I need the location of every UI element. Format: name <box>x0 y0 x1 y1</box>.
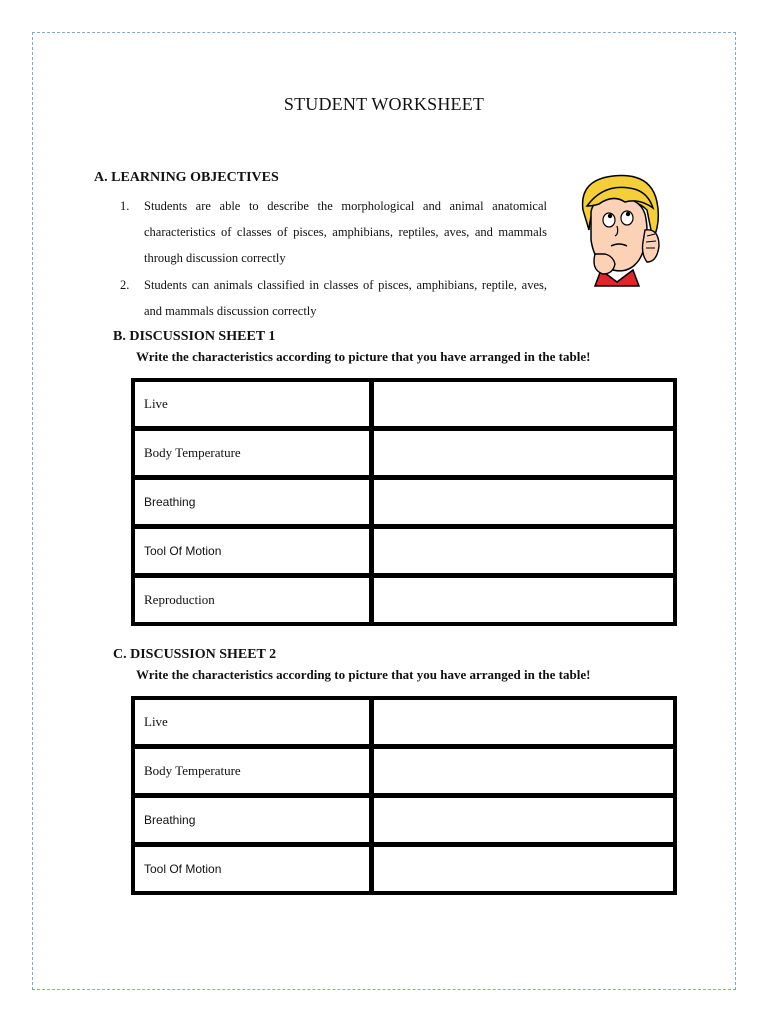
section-c-heading: C. DISCUSSION SHEET 2 <box>113 647 277 662</box>
discussion-table-1 <box>131 378 677 626</box>
answer-cell[interactable] <box>373 381 674 427</box>
row-label: Body Temperature <box>134 748 370 794</box>
table-row <box>134 846 674 892</box>
thinking-student-icon <box>573 170 667 292</box>
objective-number: 1. <box>120 199 130 213</box>
answer-cell[interactable] <box>373 430 674 476</box>
row-label: Body Temperature <box>134 430 370 476</box>
table-row <box>134 430 674 476</box>
row-label: Live <box>134 381 370 427</box>
section-c-instruction: Write the characteristics according to picture that you have arranged in the table! <box>136 667 591 682</box>
discussion-table-2 <box>131 696 677 895</box>
row-label: Live <box>134 699 370 745</box>
section-b-instruction: Write the characteristics according to picture that you have arranged in the table! <box>136 349 591 364</box>
row-label: Tool Of Motion <box>134 846 370 892</box>
row-label: Breathing <box>134 479 370 525</box>
answer-cell[interactable] <box>373 528 674 574</box>
table-row <box>134 577 674 623</box>
table-row <box>134 479 674 525</box>
page-title: STUDENT WORKSHEET <box>283 94 485 114</box>
table-row <box>134 748 674 794</box>
objective-text: Students are able to describe the morphological and animal anatomical characteristics of classes of pisces, amphibians, reptiles, aves, and mammals through discussion correctly <box>144 199 547 265</box>
table-row <box>134 797 674 843</box>
section-a-heading: A. LEARNING OBJECTIVES <box>94 170 279 185</box>
table-row <box>134 699 674 745</box>
table-row <box>134 381 674 427</box>
answer-cell[interactable] <box>373 577 674 623</box>
row-label: Breathing <box>134 797 370 843</box>
answer-cell[interactable] <box>373 846 674 892</box>
answer-cell[interactable] <box>373 748 674 794</box>
row-label: Reproduction <box>134 577 370 623</box>
row-label: Tool Of Motion <box>134 528 370 574</box>
objective-number: 2. <box>120 278 130 292</box>
table-row <box>134 528 674 574</box>
section-b-heading: B. DISCUSSION SHEET 1 <box>113 329 276 344</box>
objective-1 <box>120 193 547 271</box>
answer-cell[interactable] <box>373 479 674 525</box>
objective-text: Students can animals classified in classes of pisces, amphibians, reptile, aves, and mammals discussion correctly <box>144 278 547 318</box>
answer-cell[interactable] <box>373 699 674 745</box>
answer-cell[interactable] <box>373 797 674 843</box>
objective-2 <box>120 272 547 324</box>
